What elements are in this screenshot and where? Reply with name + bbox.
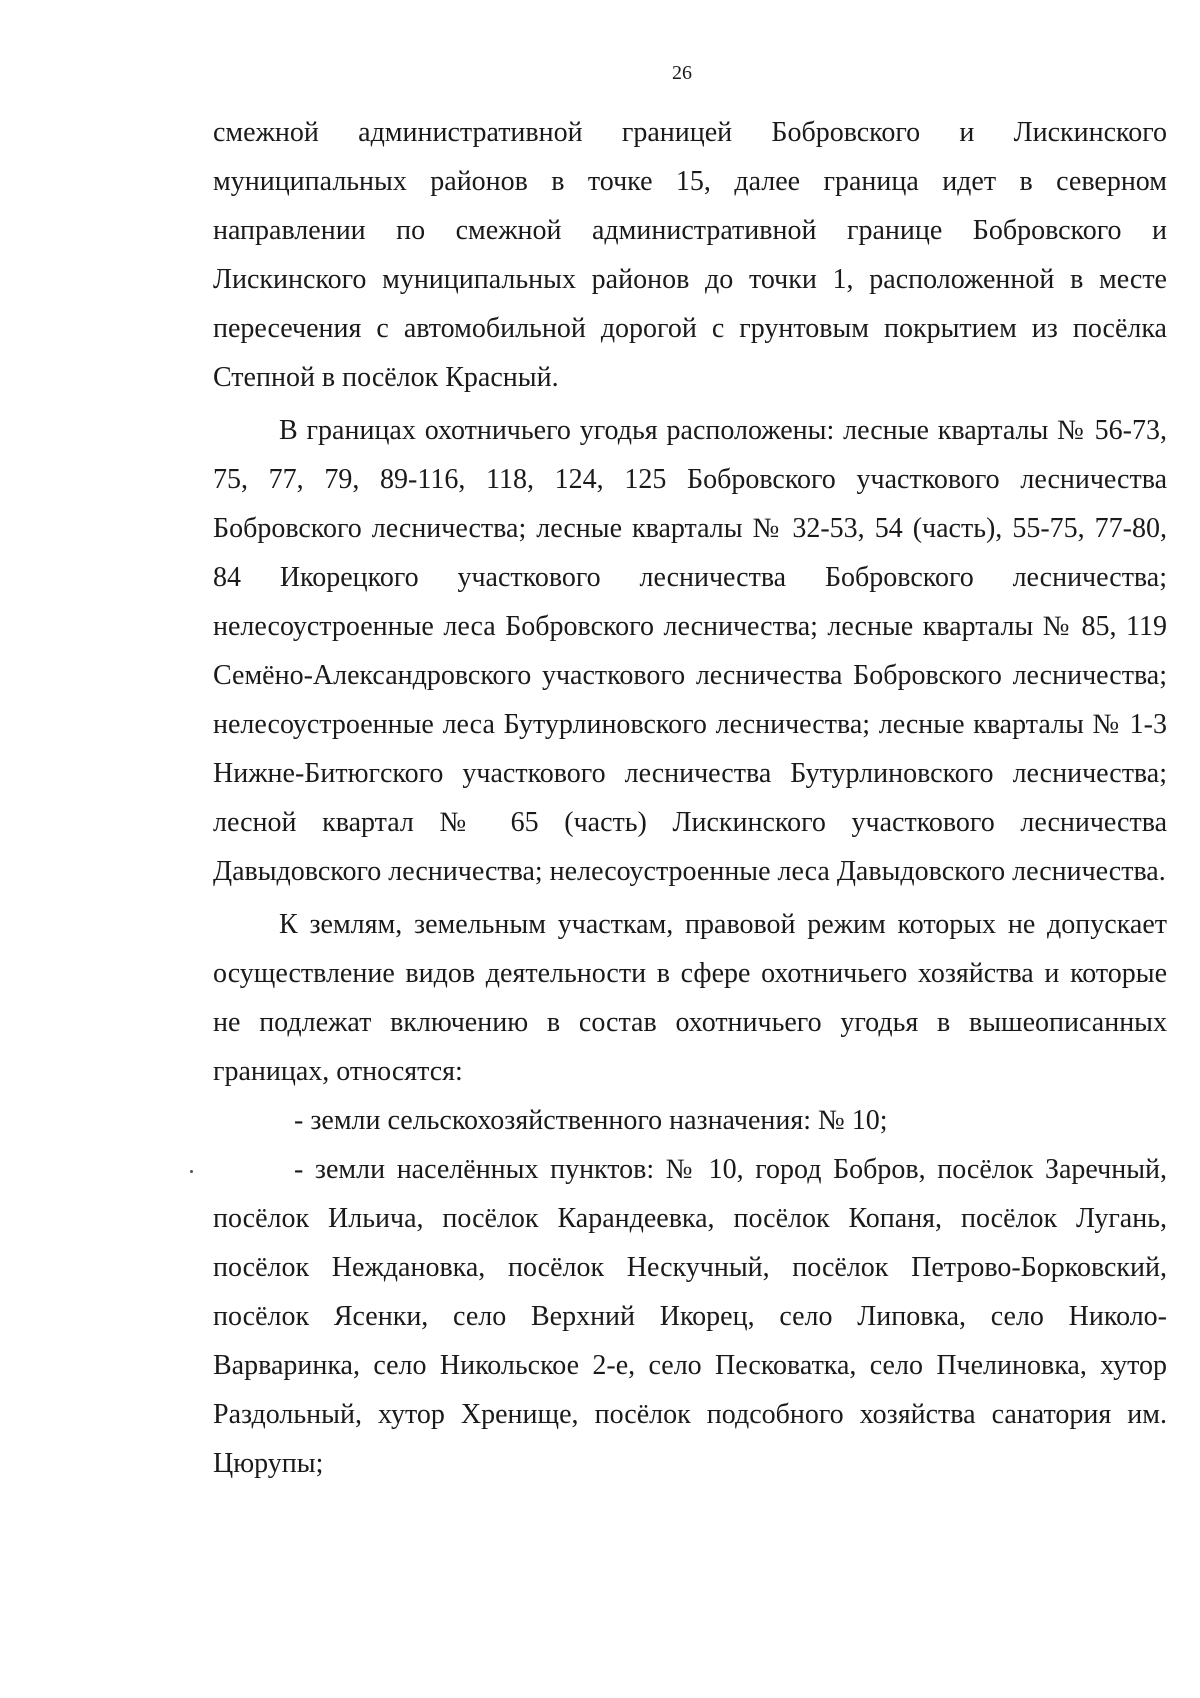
paragraph-boundary-continuation: смежной административной границей Бобровского и Лискинского муниципальных районов в точке 15, далее граница идет в северном направлении по смежной административной границе Бобровского и Лискинского муниципальных районов до точки 1, расположенной в месте пересечения с автомобильной дорогой с грунтовым покрытием из посёлка Степной в посёлок Красный. xyxy=(213,117,1167,393)
page-number: 26 xyxy=(672,62,692,84)
list-item-agricultural-lands: - земли сельскохозяйственного назначения: № 10; xyxy=(294,1105,888,1136)
paragraph-excluded-lands-intro: К землям, земельным участкам, правовой режим которых не допускает осуществление видов деятельности в сфере охотничьего хозяйства и которые не подлежат включению в состав охотничьего угодья в вышеописанных границах, относятся: xyxy=(213,909,1167,1087)
scan-speck xyxy=(190,1170,193,1173)
list-item-settlement-lands: - земли населённых пунктов: № 10, город Бобров, посёлок Заречный, посёлок Ильича, посёлок Карандеевка, посёлок Копаня, посёлок Лугань, посёлок Неждановка, посёлок Нескучный, посёлок Петрово-Борковский, посёлок Ясенки, село Верхний Икорец, село Липовка, село Николо-Варваринка, село Никольское 2-е, село Песковатка, село Пчелиновка, хутор Раздольный, хутор Хренище, посёлок подсобного хозяйства санатория им. Цюрупы; xyxy=(213,1154,1167,1479)
document-body xyxy=(213,108,1167,1488)
paragraph-forest-quarters: В границах охотничьего угодья расположены: лесные кварталы № 56-73, 75, 77, 79, 89-116, 118, 124, 125 Бобровского участкового лесничества Бобровского лесничества; лесные кварталы № 32-53, 54 (часть), 55-75, 77-80, 84 Икорецкого участкового лесничества Бобровского лесничества; нелесоустроенные леса Бобровского лесничества; лесные кварталы № 85, 119 Семёно-Александровского участкового лесничества Бобровского лесничества; нелесоустроенные леса Бутурлиновского лесничества; лесные кварталы № 1-3 Нижне-Битюгского участкового лесничества Бутурлиновского лесничества; лесной квартал № 65 (часть) Лискинского участкового лесничества Давыдовского лесничества; нелесоустроенные леса Давыдовского лесничества. xyxy=(213,415,1167,887)
